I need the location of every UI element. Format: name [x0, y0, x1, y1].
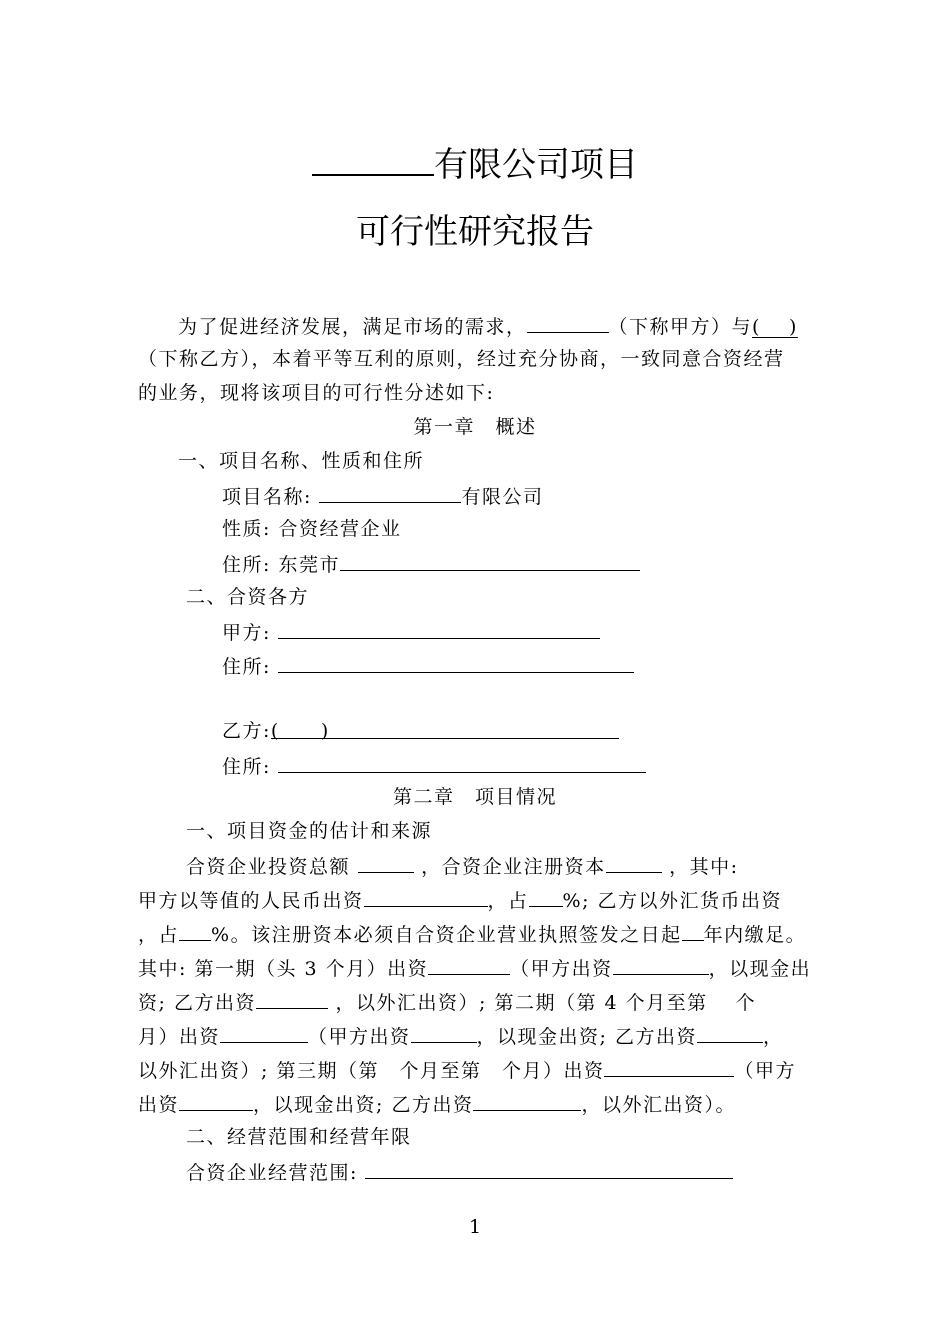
party-b-percent-blank [179, 920, 211, 941]
business-scope-row [186, 1158, 733, 1186]
text: %; 乙方以外汇货币出资 [562, 890, 783, 912]
intro-text: （下称甲方）与 [608, 316, 753, 338]
funding-line-4 [138, 954, 811, 982]
text: 年内缴足。 [703, 924, 807, 946]
business-scope-label: 合资企业经营范围: [186, 1162, 358, 1184]
party-b-paren-text: ( ) [270, 720, 330, 742]
text: ，以现金出资; 乙方出资 [253, 1094, 474, 1116]
registered-capital-blank [606, 852, 662, 873]
text: ，占 [487, 890, 529, 912]
party-b-address-blank [278, 752, 646, 773]
text: 资; 乙方出资 [138, 992, 256, 1014]
chapter-2-title: 第二章 项目情况 [392, 786, 557, 808]
party-a-name-blank [278, 618, 600, 639]
party-b-label: 乙方: [222, 720, 271, 742]
company-name-blank [312, 140, 434, 176]
section-2-heading: 二、合资各方 [186, 586, 310, 608]
chapter-2-section-2-heading: 二、经营范围和经营年限 [186, 1126, 412, 1148]
text: ，以现金出 [708, 958, 812, 980]
phase-2-party-a-blank [411, 1022, 477, 1043]
funding-line-6 [138, 1022, 784, 1050]
funding-line-5 [138, 988, 756, 1016]
phase-3-blank [604, 1056, 734, 1077]
title-suffix: 有限公司项目 [434, 145, 638, 185]
party-a-row [222, 618, 600, 646]
party-a-address-blank [278, 652, 634, 673]
party-a-blank [527, 312, 609, 333]
party-b-address-row [222, 752, 646, 780]
project-address-blank [340, 550, 640, 571]
funding-line-3 [138, 920, 806, 948]
text: （甲方出资 [308, 1026, 411, 1048]
party-a-address-row [222, 652, 634, 680]
text: 出资 [138, 1094, 180, 1116]
phase-2-blank [220, 1022, 308, 1043]
phase-3-party-b-blank [473, 1090, 581, 1111]
document-title-line2: 可行性研究报告 [356, 212, 594, 252]
text: 合资企业投资总额 [186, 856, 351, 878]
intro-text: 为了促进经济发展，满足市场的需求， [178, 316, 527, 338]
total-investment-blank [358, 852, 414, 873]
project-name-label: 项目名称: [222, 486, 312, 508]
project-name-row [222, 482, 543, 510]
party-b-name-blank [270, 718, 619, 742]
text: 以外汇出资）; 第三期（第 个月至第 个月）出资 [138, 1060, 605, 1082]
text: ， [762, 1026, 784, 1048]
chapter-2-section-1-heading: 一、项目资金的估计和来源 [186, 820, 433, 842]
project-nature: 性质: 合资经营企业 [222, 518, 402, 540]
text: ，以现金出资; 乙方出资 [476, 1026, 697, 1048]
text: %。该注册资本必须自合资企业营业执照签发之日起 [211, 924, 682, 946]
text: ，合资企业注册资本 [421, 856, 606, 878]
project-name-suffix: 有限公司 [461, 486, 544, 508]
party-a-contribution-blank [364, 886, 488, 907]
party-a-label: 甲方: [222, 622, 271, 644]
party-a-address-label: 住所: [222, 656, 271, 678]
funding-line-1 [186, 852, 739, 880]
intro-line-2: （下称乙方），本着平等互利的原则，经过充分协商，一致同意合资经营 [138, 348, 785, 370]
funding-line-8 [138, 1090, 736, 1118]
phase-1-party-a-blank [613, 954, 709, 975]
funding-line-7 [138, 1056, 796, 1084]
document-title-line1 [0, 140, 950, 187]
party-b-paren: ( ) [752, 316, 798, 338]
intro-line-3: 的业务，现将该项目的可行性分述如下: [138, 382, 495, 404]
phase-1-party-b-blank [256, 988, 328, 1009]
text: ，占 [138, 924, 180, 946]
funding-line-2 [138, 886, 782, 914]
text: （甲方出资 [510, 958, 613, 980]
party-a-percent-blank [529, 886, 563, 907]
years-blank [682, 920, 704, 941]
section-1-heading: 一、项目名称、性质和住所 [178, 450, 425, 472]
project-name-blank [319, 482, 461, 503]
party-b-row [222, 718, 619, 744]
phase-1-blank [428, 954, 510, 975]
text: 其中: 第一期（头 3 个月）出资 [138, 958, 429, 980]
text: ，其中: [669, 856, 739, 878]
phase-3-party-a-blank [179, 1090, 253, 1111]
chapter-1-title: 第一章 概述 [413, 416, 537, 438]
phase-2-party-b-blank [697, 1022, 763, 1043]
text: 甲方以等值的人民币出资 [138, 890, 364, 912]
business-scope-blank [365, 1158, 733, 1179]
page-number: 1 [468, 1216, 482, 1238]
text: ，以外汇出资）。 [581, 1094, 736, 1116]
text: 月）出资 [138, 1026, 221, 1048]
project-address-label: 住所: 东莞市 [222, 554, 340, 576]
party-b-address-label: 住所: [222, 756, 271, 778]
text: （甲方 [734, 1060, 796, 1082]
project-address-row [222, 550, 640, 578]
text: ，以外汇出资）; 第二期（第 4 个月至第 个 [335, 992, 757, 1014]
intro-line-1 [178, 312, 798, 340]
